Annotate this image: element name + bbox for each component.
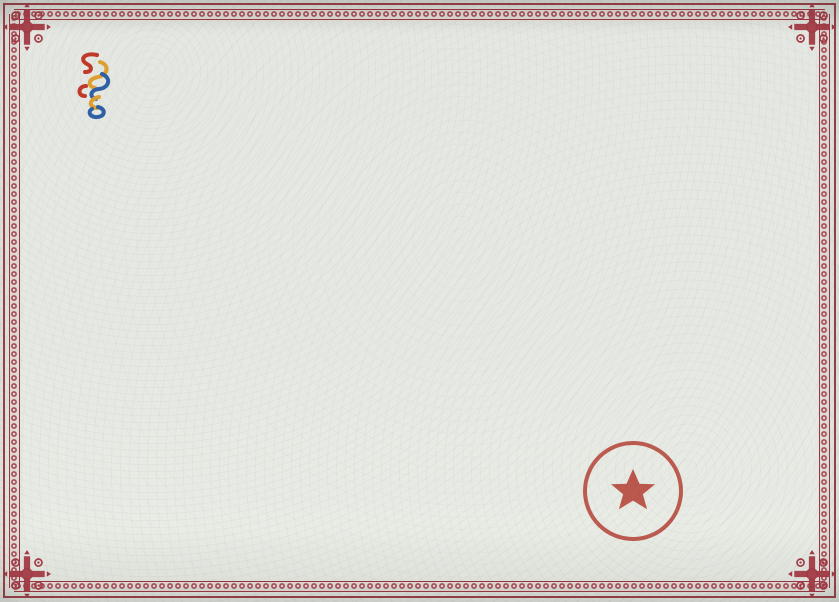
fields: [96, 202, 105, 442]
corner-medallion-icon: [2, 549, 52, 599]
frame-band-bottom: [14, 581, 825, 592]
field-row-certificate-no: [96, 402, 105, 442]
corner-medallion-icon: [787, 549, 837, 599]
field-row-students: [96, 242, 105, 282]
field-row-institution: [96, 322, 105, 362]
official-seal: [563, 421, 703, 561]
frame-band-left: [9, 14, 20, 588]
frame-band-top: [14, 9, 825, 20]
field-row-award-type: [96, 362, 105, 402]
header: [74, 50, 138, 122]
dna-helix-logo-icon: [74, 50, 114, 122]
field-row-project: [96, 202, 105, 242]
corner-medallion-icon: [787, 2, 837, 52]
qr-code: [96, 457, 185, 546]
corner-medallion-icon: [2, 2, 52, 52]
field-row-advisors: [96, 282, 105, 322]
frame-band-right: [819, 14, 830, 588]
seal-star-icon: [611, 469, 655, 509]
qr-block: [96, 457, 207, 546]
